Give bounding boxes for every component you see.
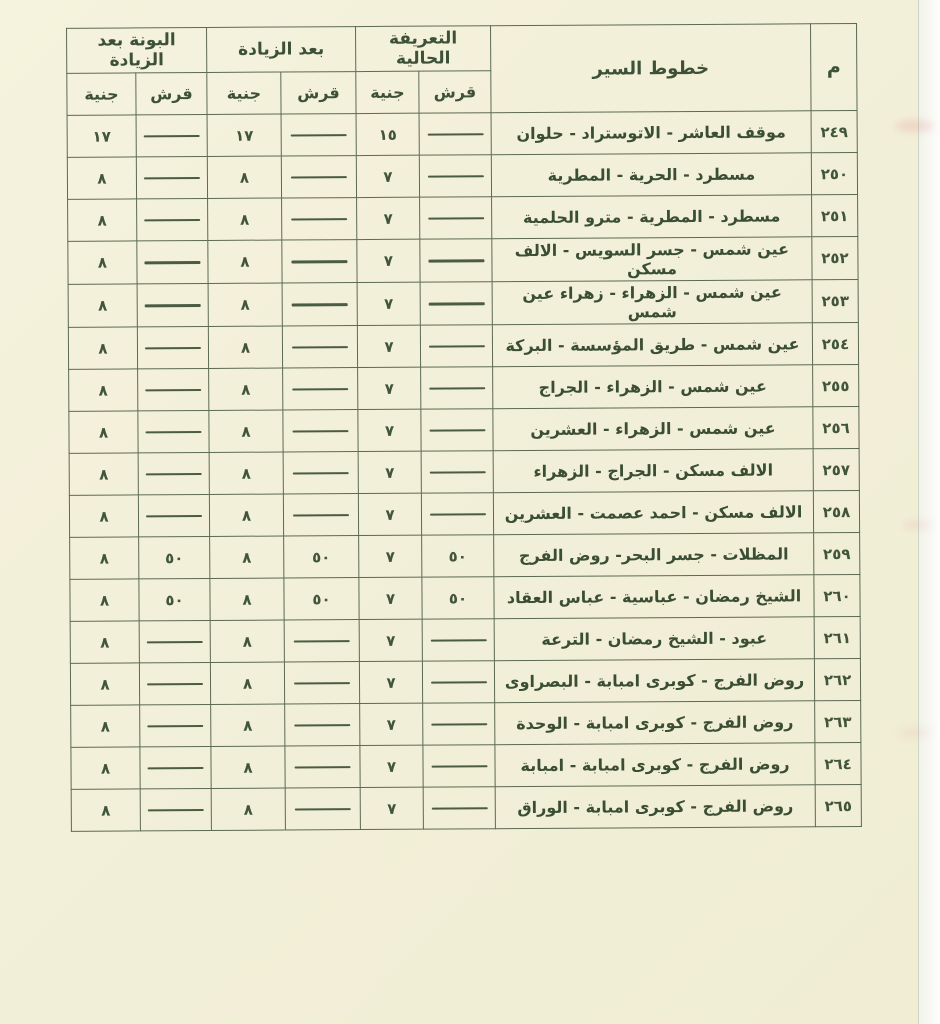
dash-line [146,515,202,518]
current-pounds-cell: ٧ [358,451,421,493]
coupon-pounds-cell: ٨ [71,705,140,747]
current-piasters-cell [423,745,495,787]
coupon-pounds-cell: ٨ [70,537,139,579]
route-name: الالف مسكن - احمد عصمت - العشرين [493,491,813,535]
dash-line [292,430,348,433]
dash-line [428,217,484,220]
coupon-pounds-cell: ٨ [68,241,137,284]
table-row [70,658,860,705]
route-number: ٢٦١ [814,616,860,658]
dash-line [291,218,347,221]
dash-line [292,388,348,391]
coupon-pounds-cell: ٨ [67,157,136,199]
dash-line [430,639,486,642]
after-increase-pounds-cell: ٨ [211,788,285,830]
dash-line [144,219,200,222]
table-row [71,742,861,789]
current-pounds-cell: ٧ [359,535,422,577]
after-increase-piasters-cell [285,704,360,746]
table-row [68,279,858,327]
after-increase-pounds-cell: ٨ [211,704,285,746]
dash-line [428,259,484,262]
dash-line [295,808,351,811]
dash-line [293,472,349,475]
dash-line [429,471,485,474]
after-increase-pounds-cell: ٨ [209,452,283,494]
route-number: ٢٤٩ [811,111,857,153]
after-increase-pounds-cell: ٨ [208,283,282,326]
current-piasters-cell [423,703,495,745]
coupon-pounds-cell: ٨ [70,663,139,705]
after-increase-piasters-cell [284,662,359,704]
coupon-piasters-cell [140,746,211,788]
current-pounds-cell: ٧ [357,239,420,282]
table-body [67,111,861,832]
coupon-pounds-cell: ٨ [69,369,138,411]
current-pounds-cell: ٧ [358,493,421,535]
current-pounds-cell: ٧ [356,155,419,197]
coupon-piasters-cell [137,198,208,240]
route-name: عين شمس - الزهراء - زهراء عين شمس [492,280,812,325]
coupon-piasters-cell [138,452,209,494]
current-pounds-cell: ٧ [358,367,421,409]
route-name: عين شمس - جسر السويس - الالف مسكن [492,237,812,282]
coupon-piasters-cell [137,326,208,368]
coupon-piasters-cell [140,788,211,830]
current-piasters-cell [420,282,492,325]
route-number: ٢٥٩ [814,532,860,574]
route-number: ٢٦٣ [815,700,861,742]
after-increase-piasters-cell [283,494,358,536]
dash-line [428,345,484,348]
table-row [70,574,860,621]
after-increase-piasters-cell [283,410,358,452]
coupon-piasters-cell [138,368,209,410]
after-increase-pounds-cell: ٨ [210,578,284,620]
after-increase-piasters-cell [282,240,357,283]
table-row [69,364,859,411]
table-row [68,194,858,241]
route-number: ٢٦٠ [814,574,860,616]
coupon-pounds-cell: ٨ [71,747,140,789]
scan-artifact [902,520,932,530]
after-increase-piasters-cell [285,746,360,788]
current-piasters-cell [420,197,492,239]
current-piasters-cell [420,325,492,367]
current-piasters-cell [421,451,493,493]
current-piasters-cell [422,661,494,703]
after-increase-pounds-cell: ٨ [209,410,283,452]
dash-line [431,765,487,768]
after-increase-piasters-cell [282,326,357,368]
after-increase-piasters-cell [282,283,357,326]
route-number: ٢٥٦ [813,406,859,448]
dash-line [431,681,487,684]
current-pounds-cell: ١٥ [356,113,419,155]
table-row [69,490,859,537]
coupon-pounds-cell: ٨ [70,579,139,621]
dash-line [292,346,348,349]
route-number: ٢٥٧ [813,448,859,490]
column-header-number: م [811,24,858,111]
current-piasters-cell [420,239,492,282]
after-increase-pounds-cell: ٨ [209,494,283,536]
current-piasters-cell [419,113,491,155]
column-group-after-increase: بعد الزيادة [207,27,356,73]
coupon-pounds-cell: ٨ [69,495,138,537]
current-piasters-cell [419,155,491,197]
after-increase-pounds-cell: ٨ [207,156,281,198]
unit-header-pounds: جنية [67,73,136,115]
dash-line [145,389,201,392]
dash-line [291,176,347,179]
route-number: ٢٥١ [812,194,858,236]
table-row [70,616,860,663]
dash-line [429,387,485,390]
dash-line [145,347,201,350]
dash-line [427,175,483,178]
current-piasters-cell: ٥٠ [422,535,494,577]
current-piasters-cell [422,619,494,661]
current-pounds-cell: ٧ [360,703,423,745]
route-name: الالف مسكن - الجراج - الزهراء [493,449,813,493]
after-increase-piasters-cell: ٥٠ [284,536,359,578]
after-increase-pounds-cell: ٨ [208,240,282,283]
route-name: مسطرد - المطرية - مترو الحلمية [492,195,812,239]
dash-line [148,809,204,812]
after-increase-piasters-cell [282,198,357,240]
dash-line [429,429,485,432]
fare-table-wrapper [66,23,862,832]
dash-line [294,724,350,727]
dash-line [147,641,203,644]
dash-line [292,303,348,306]
table-row [67,111,857,158]
coupon-pounds-cell: ٨ [68,199,137,241]
unit-header-piasters: قرش [281,72,356,114]
after-increase-pounds-cell: ٨ [208,198,282,240]
dash-line [291,260,347,263]
dash-line [293,514,349,517]
dash-line [294,640,350,643]
current-pounds-cell: ٧ [357,282,420,325]
dash-line [147,725,203,728]
coupon-piasters-cell [136,156,207,198]
current-pounds-cell: ٧ [360,745,423,787]
coupon-piasters-cell [139,662,210,704]
dash-line [431,807,487,810]
coupon-pounds-cell: ٨ [69,453,138,495]
coupon-pounds-cell: ٨ [68,327,137,369]
route-number: ٢٥٤ [812,322,858,364]
route-number: ٢٥٣ [812,279,858,322]
route-name: روض الفرج - كوبرى امبابة - امبابة [495,743,815,787]
current-piasters-cell [421,493,493,535]
dash-line [144,261,200,264]
unit-header-pounds: جنية [356,71,419,113]
scan-artifact [898,728,932,738]
current-pounds-cell: ٧ [359,661,422,703]
current-pounds-cell: ٧ [360,787,423,829]
dash-line [144,135,200,138]
dash-line [148,767,204,770]
route-number: ٢٥٨ [813,490,859,532]
route-name: روض الفرج - كوبرى امبابة - البصراوى [494,659,814,703]
current-pounds-cell: ٧ [357,325,420,367]
dash-line [146,473,202,476]
after-increase-pounds-cell: ١٧ [207,114,281,156]
route-name: موقف العاشر - الاتوستراد - حلوان [491,111,811,155]
current-piasters-cell [421,409,493,451]
coupon-piasters-cell [140,704,211,746]
route-name: عين شمس - طريق المؤسسة - البركة [492,323,812,367]
unit-header-pounds: جنية [207,72,281,114]
column-group-current-tariff: التعريفة الحالية [356,26,491,72]
column-group-coupon-after-increase: البونة بعد الزيادة [67,27,207,73]
route-number: ٢٦٤ [815,742,861,784]
coupon-pounds-cell: ٨ [69,411,138,453]
route-name: عين شمس - الزهراء - العشرين [493,407,813,451]
dash-line [428,302,484,305]
table-row [71,700,861,747]
dash-line [295,766,351,769]
dash-line [145,304,201,307]
coupon-piasters-cell [137,240,208,283]
coupon-piasters-cell [138,494,209,536]
fare-table [66,23,862,832]
route-name: عبود - الشيخ رمضان - الترعة [494,617,814,661]
dash-line [427,133,483,136]
header-group-row [67,24,857,74]
route-number: ٢٦٥ [815,784,861,826]
after-increase-pounds-cell: ٨ [209,368,283,410]
dash-line [431,723,487,726]
table-row [70,532,860,579]
after-increase-piasters-cell [285,788,360,830]
dash-line [291,134,347,137]
coupon-piasters-cell [139,620,210,662]
after-increase-piasters-cell: ٥٠ [284,578,359,620]
after-increase-piasters-cell [283,368,358,410]
table-row [69,448,859,495]
coupon-pounds-cell: ١٧ [67,115,136,157]
dash-line [294,682,350,685]
table-row [69,406,859,453]
route-name: عين شمس - الزهراء - الجراج [493,365,813,409]
current-piasters-cell [421,367,493,409]
after-increase-pounds-cell: ٨ [211,746,285,788]
route-name: المظلات - جسر البحر- روض الفرج [494,533,814,577]
column-header-routes: خطوط السير [491,24,812,113]
current-pounds-cell: ٧ [357,197,420,239]
current-piasters-cell: ٥٠ [422,577,494,619]
after-increase-piasters-cell [283,452,358,494]
route-name: روض الفرج - كوبرى امبابة - الوراق [495,785,815,829]
route-name: روض الفرج - كوبرى امبابة - الوحدة [495,701,815,745]
unit-header-piasters: قرش [136,72,207,114]
route-number: ٢٥٢ [812,236,858,279]
table-row [68,322,858,369]
route-number: ٢٦٢ [814,658,860,700]
after-increase-piasters-cell [281,156,356,198]
after-increase-piasters-cell [281,114,356,156]
route-number: ٢٥٠ [811,153,857,195]
coupon-piasters-cell [138,410,209,452]
table-header [67,24,858,116]
coupon-piasters-cell: ٥٠ [139,536,210,578]
scan-artifact [895,120,933,132]
dash-line [430,513,486,516]
coupon-pounds-cell: ٨ [71,789,140,831]
current-pounds-cell: ٧ [359,619,422,661]
unit-header-piasters: قرش [419,71,491,113]
dash-line [147,683,203,686]
current-pounds-cell: ٧ [359,577,422,619]
after-increase-pounds-cell: ٨ [210,662,284,704]
table-row [68,236,858,284]
scan-page-edge [919,0,940,1024]
after-increase-pounds-cell: ٨ [210,536,284,578]
table-row [71,784,861,831]
route-name: الشيخ رمضان - عباسية - عباس العقاد [494,575,814,619]
coupon-piasters-cell [137,283,208,326]
coupon-piasters-cell [136,114,207,156]
coupon-piasters-cell: ٥٠ [139,578,210,620]
route-number: ٢٥٥ [813,364,859,406]
after-increase-pounds-cell: ٨ [208,326,282,368]
route-name: مسطرد - الحرية - المطرية [491,153,811,197]
coupon-pounds-cell: ٨ [70,621,139,663]
after-increase-piasters-cell [284,620,359,662]
after-increase-pounds-cell: ٨ [210,620,284,662]
table-row [67,153,857,200]
coupon-pounds-cell: ٨ [68,284,137,327]
dash-line [145,431,201,434]
current-piasters-cell [423,787,495,829]
current-pounds-cell: ٧ [358,409,421,451]
dash-line [144,177,200,180]
